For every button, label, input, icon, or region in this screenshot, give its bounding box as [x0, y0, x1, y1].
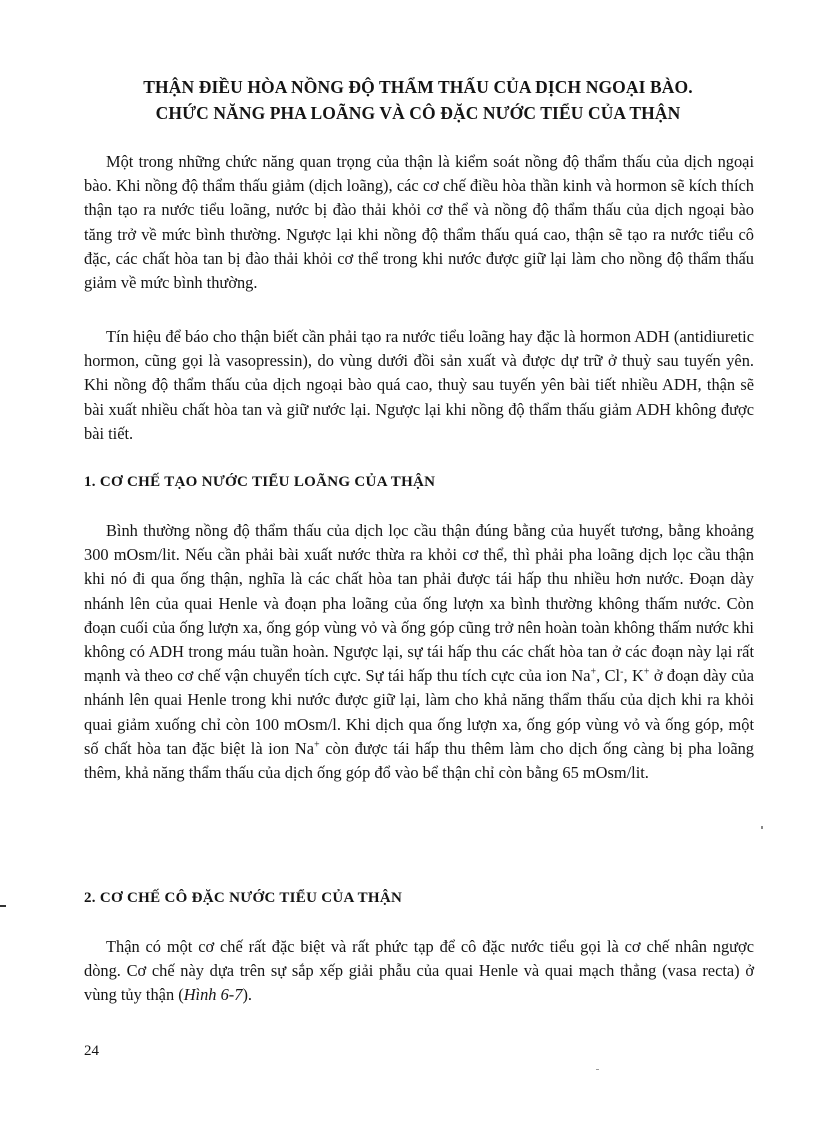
section-2-paragraph	[84, 935, 754, 1008]
scan-speck	[761, 826, 763, 829]
section-1-text-d: ở đoạn dày của nhánh lên quai Henle trong khi nước được giữ lại, làm cho khả năng thẩm thấu của dịch khi ra khỏi quai giảm xuống chỉ còn 100 mOsm/l. Khi dịch qua ống lượn xa, ống góp vùng vỏ và ống góp, một số chất hòa tan đặc biệt là ion Na	[84, 666, 754, 758]
section-2-text-a: Thận có một cơ chế rất đặc biệt và rất phức tạp để cô đặc nước tiểu gọi là cơ chế nhân ngược dòng. Cơ chế này dựa trên sự sắp xếp giải phẫu của quai Henle và quai mạch thẳng (vasa recta) ở vùng tủy thận (	[84, 937, 754, 1005]
title-line-1: THẬN ĐIỀU HÒA NỒNG ĐỘ THẨM THẤU CỦA DỊCH NGOẠI BÀO.	[143, 77, 693, 97]
section-1-text-b: , Cl	[596, 666, 621, 686]
title-line-2: CHỨC NĂNG PHA LOÃNG VÀ CÔ ĐẶC NƯỚC TIỂU CỦA THẬN	[155, 103, 681, 123]
figure-reference: Hình 6-7	[183, 985, 243, 1005]
section-1-text-e: còn được tái hấp thu thêm làm cho dịch ống càng bị pha loãng thêm, khả năng thẩm thấu của dịch ống góp đổ vào bể thận chỉ còn bằng 65 mOsm/lit.	[84, 738, 754, 783]
sup-k: +	[643, 666, 650, 678]
sup-cl: -	[620, 666, 624, 678]
sup-na-2: +	[313, 739, 320, 751]
section-1-text-a: Bình thường nồng độ thẩm thấu của dịch lọc cầu thận đúng bằng của huyết tương, bằng khoảng 300 mOsm/lit. Nếu cần phải bài xuất nước thừa ra khỏi cơ thể, thì phải pha loãng dịch lọc cầu thận khi nó đi qua ống thận, nghĩa là các chất hòa tan phải được tái hấp thu nhiều hơn nước. Đoạn dày nhánh lên của quai Henle và đoạn pha loãng của ống lượn xa bình thường không thấm nước. Còn đoạn cuối của ống lượn xa, ống góp vùng vỏ và ống góp cũng trở nên hoàn toàn không thấm nước khi không có ADH trong máu tuần hoàn. Ngược lại, sự tái hấp thu các chất hòa tan ở các đoạn này lại rất mạnh và theo cơ chế vận chuyển tích cực. Sự tái hấp thu tích cực của ion Na	[84, 521, 754, 686]
sup-na: +	[590, 666, 597, 678]
scan-edge-mark	[0, 905, 6, 907]
section-1-heading: 1. CƠ CHẾ TẠO NƯỚC TIỂU LOÃNG CỦA THẬN	[84, 474, 436, 490]
section-1-text-c: , K	[623, 666, 644, 686]
section-1-paragraph	[84, 519, 754, 785]
intro-paragraph-2: Tín hiệu để báo cho thận biết cần phải tạo ra nước tiểu loãng hay đặc là hormon ADH (antidiuretic hormon, cũng gọi là vasopressin), do vùng dưới đồi sản xuất và được dự trữ ở thuỳ sau tuyến yên. Khi nồng độ thẩm thấu của dịch ngoại bào quá cao, thuỳ sau tuyến yên bài tiết nhiều ADH, thận sẽ bài xuất nhiều chất hòa tan và giữ nước lại. Ngược lại khi nồng độ thẩm thấu giảm ADH không được bài tiết.	[84, 327, 754, 443]
page-title	[80, 74, 756, 126]
scan-speck-2	[596, 1069, 599, 1070]
page-number: 24	[84, 1043, 99, 1059]
intro-paragraph-1: Một trong những chức năng quan trọng của thận là kiểm soát nồng độ thẩm thấu của dịch ngoại bào. Khi nồng độ thẩm thấu giảm (dịch loãng), các cơ chế điều hòa thần kinh và hormon sẽ kích thích thận tạo ra nước tiểu loãng, nước bị đào thải khỏi cơ thể và nồng độ thẩm thấu của dịch ngoại bào tăng trở về mức bình thường. Ngược lại khi nồng độ thẩm thấu quá cao, thận sẽ tạo ra nước tiểu cô đặc, các chất hòa tan bị đào thải khỏi cơ thể trong khi nước được giữ lại làm cho nồng độ thẩm thấu giảm về mức bình thường.	[84, 152, 754, 293]
section-2-text-b: ).	[242, 985, 252, 1005]
section-2-heading: 2. CƠ CHẾ CÔ ĐẶC NƯỚC TIỂU CỦA THẬN	[84, 890, 403, 906]
